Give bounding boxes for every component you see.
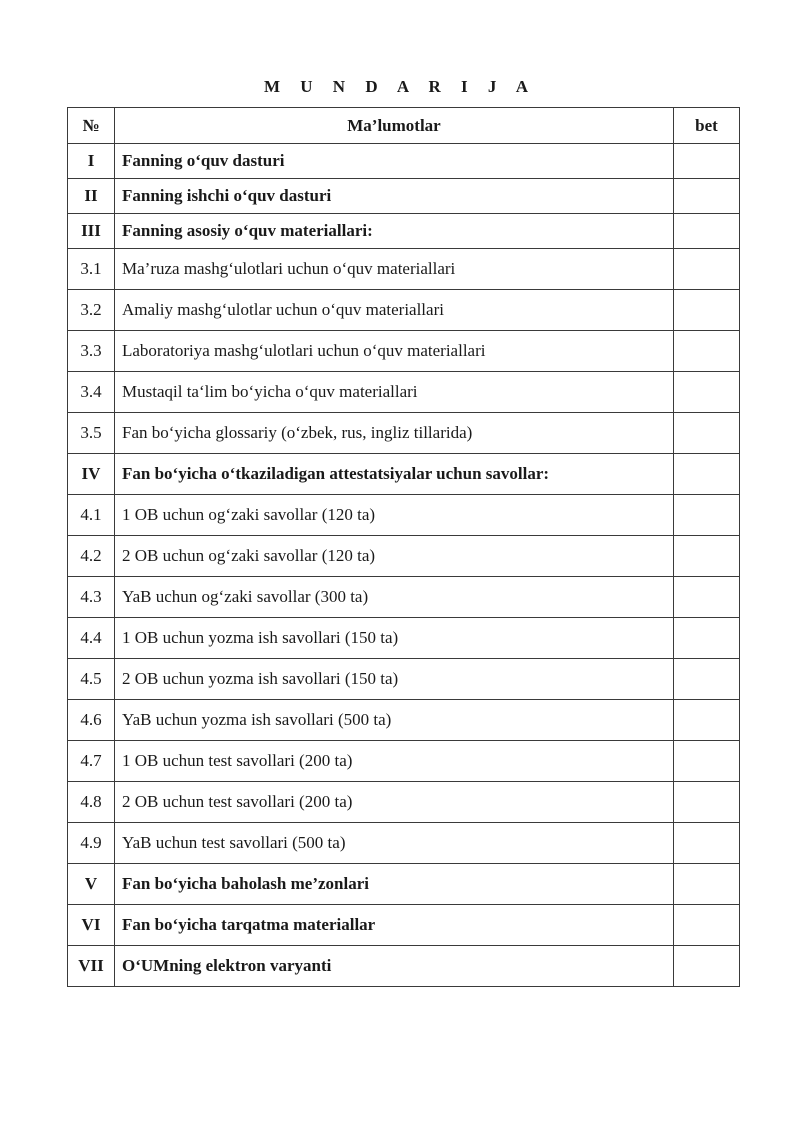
page-title: M U N D A R I J A xyxy=(263,77,536,96)
table-of-contents xyxy=(67,107,740,987)
row-page xyxy=(674,331,740,372)
table-row xyxy=(68,413,740,454)
row-description: Fan bo‘yicha baholash me’zonlari xyxy=(115,864,674,905)
row-number: 4.9 xyxy=(68,823,115,864)
table-row xyxy=(68,659,740,700)
row-page xyxy=(674,823,740,864)
table-header-row xyxy=(68,108,740,144)
row-description: 2 OB uchun og‘zaki savollar (120 ta) xyxy=(115,536,674,577)
table-row xyxy=(68,905,740,946)
row-page xyxy=(674,495,740,536)
table-row xyxy=(68,495,740,536)
row-page xyxy=(674,536,740,577)
row-page xyxy=(674,144,740,179)
row-description: 2 OB uchun yozma ish savollari (150 ta) xyxy=(115,659,674,700)
row-page xyxy=(674,577,740,618)
row-page xyxy=(674,782,740,823)
table-row xyxy=(68,249,740,290)
row-number: 4.8 xyxy=(68,782,115,823)
row-number: III xyxy=(68,214,115,249)
table-row xyxy=(68,454,740,495)
row-description: 1 OB uchun og‘zaki savollar (120 ta) xyxy=(115,495,674,536)
row-number: I xyxy=(68,144,115,179)
table-row xyxy=(68,536,740,577)
row-page xyxy=(674,249,740,290)
row-number: 3.2 xyxy=(68,290,115,331)
table-row xyxy=(68,290,740,331)
row-description: Fanning o‘quv dasturi xyxy=(115,144,674,179)
row-description: O‘UMning elektron varyanti xyxy=(115,946,674,987)
row-page xyxy=(674,372,740,413)
row-description: Fanning asosiy o‘quv materiallari: xyxy=(115,214,674,249)
row-number: IV xyxy=(68,454,115,495)
row-description: 1 OB uchun yozma ish savollari (150 ta) xyxy=(115,618,674,659)
row-page xyxy=(674,741,740,782)
row-page xyxy=(674,179,740,214)
row-page xyxy=(674,454,740,495)
table-row xyxy=(68,864,740,905)
column-header-page: bet xyxy=(674,108,740,144)
row-description: Fan bo‘yicha glossariy (o‘zbek, rus, ingliz tillarida) xyxy=(115,413,674,454)
row-page xyxy=(674,700,740,741)
row-description: Amaliy mashg‘ulotlar uchun o‘quv materiallari xyxy=(115,290,674,331)
row-number: 3.3 xyxy=(68,331,115,372)
row-page xyxy=(674,214,740,249)
row-number: 4.7 xyxy=(68,741,115,782)
table-row xyxy=(68,700,740,741)
table-row xyxy=(68,618,740,659)
column-header-number: № xyxy=(68,108,115,144)
row-page xyxy=(674,905,740,946)
table-row xyxy=(68,179,740,214)
row-page xyxy=(674,864,740,905)
row-description: Fanning ishchi o‘quv dasturi xyxy=(115,179,674,214)
row-page xyxy=(674,618,740,659)
row-number: 4.1 xyxy=(68,495,115,536)
table-row xyxy=(68,577,740,618)
row-page xyxy=(674,290,740,331)
row-description: YaB uchun yozma ish savollari (500 ta) xyxy=(115,700,674,741)
row-number: 3.1 xyxy=(68,249,115,290)
row-description: Fan bo‘yicha tarqatma materiallar xyxy=(115,905,674,946)
row-number: VII xyxy=(68,946,115,987)
row-number: 4.3 xyxy=(68,577,115,618)
table-row xyxy=(68,214,740,249)
row-page xyxy=(674,413,740,454)
table-row xyxy=(68,782,740,823)
row-description: Ma’ruza mashg‘ulotlari uchun o‘quv materiallari xyxy=(115,249,674,290)
row-description: YaB uchun og‘zaki savollar (300 ta) xyxy=(115,577,674,618)
row-number: 4.2 xyxy=(68,536,115,577)
row-number: 4.6 xyxy=(68,700,115,741)
row-page xyxy=(674,659,740,700)
row-description: 2 OB uchun test savollari (200 ta) xyxy=(115,782,674,823)
column-header-description: Ma’lumotlar xyxy=(115,108,674,144)
table-row xyxy=(68,144,740,179)
row-number: 3.4 xyxy=(68,372,115,413)
row-page xyxy=(674,946,740,987)
table-row xyxy=(68,741,740,782)
table-row xyxy=(68,946,740,987)
row-description: Mustaqil ta‘lim bo‘yicha o‘quv materiallari xyxy=(115,372,674,413)
row-description: 1 OB uchun test savollari (200 ta) xyxy=(115,741,674,782)
row-number: VI xyxy=(68,905,115,946)
row-description: Laboratoriya mashg‘ulotlari uchun o‘quv materiallari xyxy=(115,331,674,372)
row-number: 4.4 xyxy=(68,618,115,659)
row-number: II xyxy=(68,179,115,214)
table-row xyxy=(68,331,740,372)
row-description: Fan bo‘yicha o‘tkaziladigan attestatsiyalar uchun savollar: xyxy=(115,454,674,495)
row-number: 4.5 xyxy=(68,659,115,700)
row-description: YaB uchun test savollari (500 ta) xyxy=(115,823,674,864)
row-number: V xyxy=(68,864,115,905)
table-row xyxy=(68,823,740,864)
table-row xyxy=(68,372,740,413)
row-number: 3.5 xyxy=(68,413,115,454)
